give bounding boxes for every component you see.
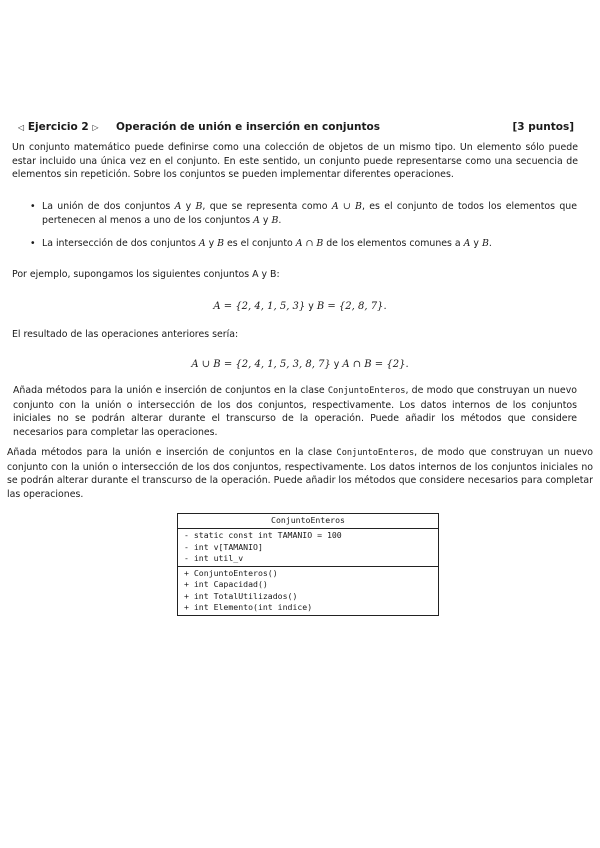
text-span: y [470, 238, 482, 249]
math-var: B [217, 238, 225, 249]
text-span: de los elementos comunes a [323, 238, 464, 249]
text-span: , es el conjunto de todos los elementos que pertenecen al menos a uno de los conjuntos [42, 201, 578, 226]
text-span: , de modo que construyan un nuevo conjunto con la unión o intersección de los dos conjuntos, respectivamente. Los datos internos de los conjuntos iniciales no se podrán alterar durante el transcurso de la operación. Puede añadir los métodos que considere necesarios para completar las operaciones. [7, 447, 593, 500]
text-span: y [259, 214, 272, 226]
text-span: La intersección de dos conjuntos [42, 238, 199, 249]
exercise-title: Operación de unión e inserción en conjuntos [116, 121, 380, 133]
bullet-intersection-text [42, 237, 577, 251]
uml-method: + int TotalUtilizados() [184, 590, 298, 601]
uml-methods [178, 566, 438, 615]
text-span: y [181, 201, 196, 212]
text-span: . [488, 238, 492, 249]
equation-rhs: A ∩ B = {2} [342, 359, 406, 370]
equation-sets [0, 301, 600, 312]
text-span: , de modo que construyan un nuevo conjunto con la unión o intersección de los dos conjuntos, respectivamente. Los datos internos de los conjuntos iniciales no se podrán alterar durante el transcurso de la operación. Puede añadir los métodos que considere necesarios para completar las operaciones. [13, 385, 577, 438]
math-expr: A ∪ B [331, 201, 362, 212]
equation-lhs: A ∪ B = {2, 4, 1, 5, 3, 8, 7} [191, 359, 331, 370]
math-var: A [198, 238, 206, 249]
uml-attribute: - static const int TAMANIO = 100 [184, 530, 342, 540]
math-var: B [195, 201, 203, 212]
math-var: A [174, 201, 182, 212]
task-paragraph-2 [7, 446, 593, 501]
uml-class-name: ConjuntoEnteros [178, 514, 438, 529]
equation-lhs: A = {2, 4, 1, 5, 3} [213, 301, 306, 312]
equation-results [0, 359, 600, 370]
exercise-number [18, 121, 99, 133]
math-var: B [481, 238, 489, 249]
uml-attribute: - int util_v [184, 553, 244, 563]
bullet-icon: • [30, 201, 36, 212]
uml-attributes [178, 529, 438, 566]
math-expr: A ∩ B [295, 238, 324, 249]
uml-class-diagram [177, 513, 439, 616]
math-var: B [271, 214, 279, 226]
exercise-heading [18, 121, 574, 135]
text-span: La unión de dos conjuntos [42, 201, 175, 212]
text-span: y [205, 238, 218, 249]
uml-method: + int Capacidad() [184, 579, 268, 589]
uml-attribute: - int v[TAMANIO] [184, 541, 263, 552]
math-var: A [463, 238, 471, 249]
math-var: A [253, 214, 260, 226]
equation-conj: y [330, 359, 343, 370]
uml-method: + ConjuntoEnteros() [184, 567, 278, 578]
bullet-icon: • [30, 238, 36, 249]
bullet-union-text [42, 200, 577, 227]
bullet-intersection [30, 237, 578, 251]
class-name-inline: ConjuntoEnteros [327, 386, 406, 396]
text-span: , que se representa como [202, 201, 332, 212]
result-intro: El resultado de las operaciones anteriores sería: [12, 329, 239, 340]
equation-end: . [405, 359, 409, 370]
equation-end: . [383, 301, 387, 312]
right-triangle-icon: ▷ [92, 123, 99, 132]
example-intro: Por ejemplo, supongamos los siguientes conjuntos A y B: [12, 269, 280, 280]
class-name-inline: ConjuntoEnteros [336, 448, 415, 458]
intro-paragraph: Un conjunto matemático puede definirse como una colección de objetos de un mismo tipo. Un elemento sólo puede estar incluido una única vez en el conjunto. En este sentido, un conjunto puede representarse como una secuencia de elementos sin repetición. Sobre los conjuntos se pueden implementar diferentes operaciones. [12, 142, 578, 180]
exercise-label: Ejercicio 2 [27, 121, 89, 133]
equation-conj: y [305, 301, 317, 312]
text-span: Añada métodos para la unión e inserción de conjuntos en la clase [13, 385, 328, 396]
exercise-points: [3 puntos] [512, 121, 574, 133]
task-paragraph-1 [13, 384, 577, 439]
equation-rhs: B = {2, 8, 7} [316, 301, 384, 312]
uml-method: + int Elemento(int indice) [184, 602, 313, 612]
left-triangle-icon: ◁ [18, 123, 25, 132]
text-span: . [278, 214, 282, 226]
bullet-union [30, 200, 578, 228]
text-span: es el conjunto [224, 238, 296, 249]
text-span: Añada métodos para la unión e inserción de conjuntos en la clase [7, 447, 337, 458]
